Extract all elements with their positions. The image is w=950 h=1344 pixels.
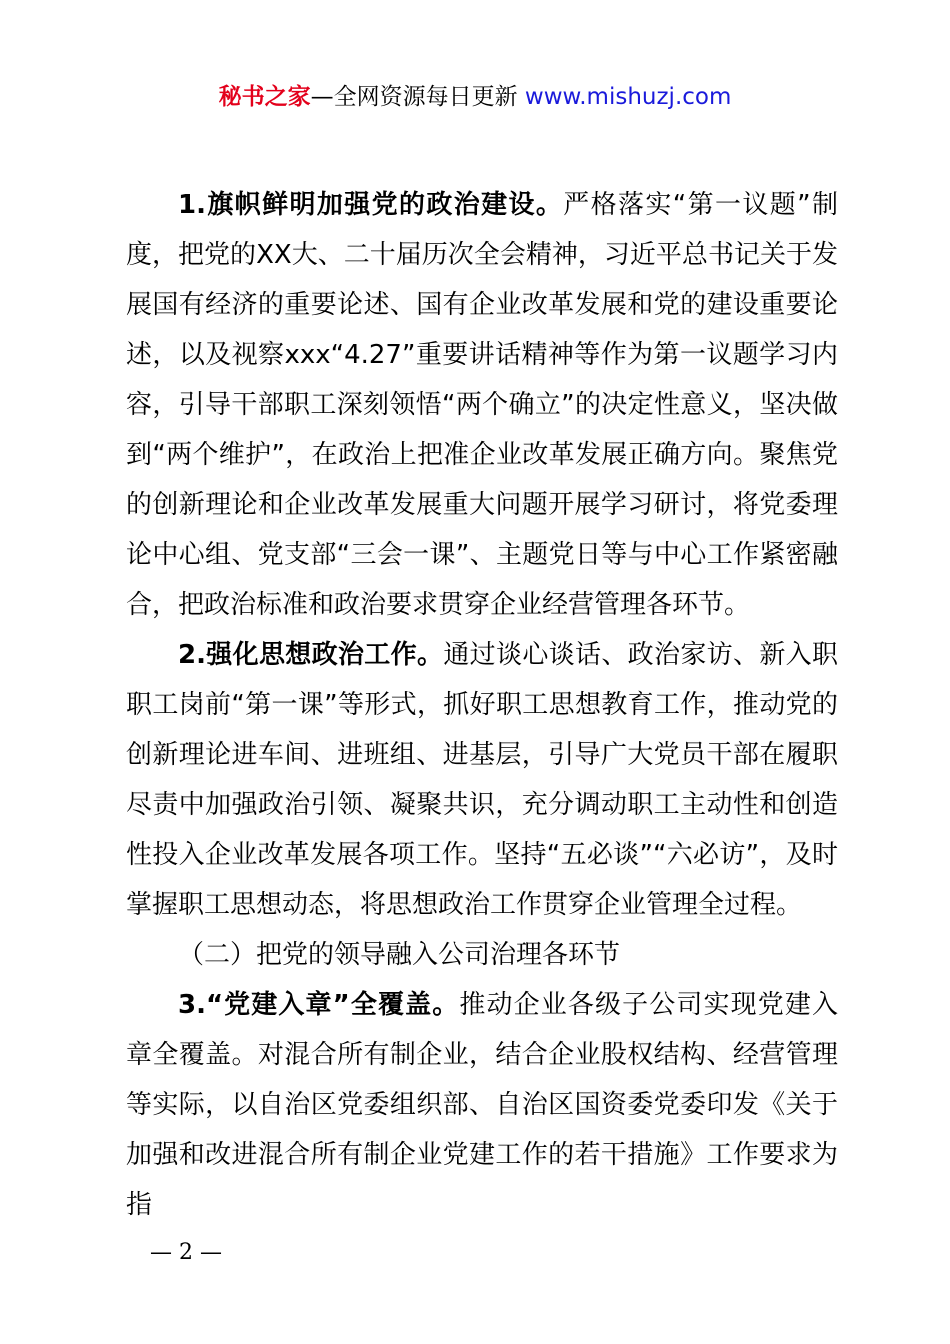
paragraph-3: [126, 980, 838, 1230]
paragraph-3-text: 推动企业各级子公司实现党建入章全覆盖。对混合所有制企业，结合企业股权结构、经营管理等实际，以自治区党委组织部、自治区国资委党委印发《关于加强和改进混合所有制企业党建工作的若干措施》工作要求为指: [126, 990, 838, 1220]
site-header: [0, 80, 950, 114]
header-brand: 秘书之家: [218, 84, 311, 110]
section-heading-text: （二）把党的领导融入公司治理各环节: [178, 940, 621, 970]
paragraph-2: [126, 630, 838, 930]
paragraph-1-heading: 1.旗帜鲜明加强党的政治建设。: [178, 190, 564, 220]
paragraph-2-heading: 2.强化思想政治工作。: [178, 640, 444, 670]
paragraph-1-text: 严格落实“第一议题”制度，把党的XX大、二十届历次全会精神，习近平总书记关于发展国有经济的重要论述、国有企业改革发展和党的建设重要论述，以及视察xxx“4.27”重要讲话精神等作为第一议题学习内容，引导干部职工深刻领悟“两个确立”的决定性意义，坚决做到“两个维护”，在政治上把准企业改革发展正确方向。聚焦党的创新理论和企业改革发展重大问题开展学习研讨，将党委理论中心组、党支部“三会一课”、主题党日等与中心工作紧密融合，把政治标准和政治要求贯穿企业经营管理各环节。: [126, 190, 838, 620]
header-url-link[interactable]: www.mishuzj.com: [524, 84, 732, 110]
paragraph-1: [126, 180, 838, 630]
page-number: — 2 —: [150, 1240, 222, 1265]
header-tagline: 全网资源每日更新: [333, 84, 518, 110]
header-separator: —: [310, 84, 334, 110]
paragraph-3-heading: 3.“党建入章”全覆盖。: [178, 990, 460, 1020]
document-body: [126, 180, 838, 1230]
section-heading: [126, 930, 838, 980]
paragraph-2-text: 通过谈心谈话、政治家访、新入职职工岗前“第一课”等形式，抓好职工思想教育工作，推动党的创新理论进车间、进班组、进基层，引导广大党员干部在履职尽责中加强政治引领、凝聚共识，充分调动职工主动性和创造性投入企业改革发展各项工作。坚持“五必谈”“六必访”，及时掌握职工思想动态，将思想政治工作贯穿企业管理全过程。: [126, 640, 838, 920]
